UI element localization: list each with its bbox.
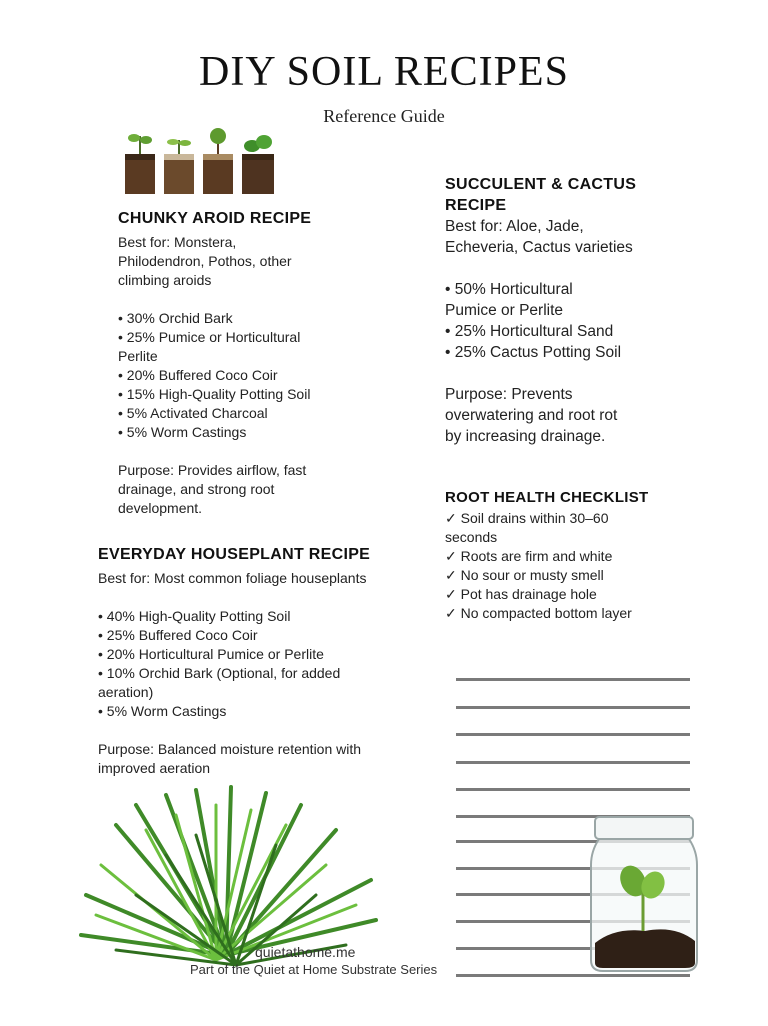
ingredient-line: • 5% Worm Castings: [118, 424, 247, 440]
page-title: DIY SOIL RECIPES: [199, 49, 569, 95]
ingredient-line: • 40% High-Quality Potting Soil: [98, 608, 291, 624]
everyday-houseplant-heading: EVERYDAY HOUSEPLANT RECIPE: [98, 546, 371, 563]
best-for-line: climbing aroids: [118, 272, 212, 288]
footer-site: quietathome.me: [255, 944, 356, 960]
ingredient-line: • 15% High-Quality Potting Soil: [118, 386, 311, 402]
checklist-item: ✓ No compacted bottom layer: [445, 605, 632, 621]
best-for-line: Best for: Most common foliage houseplants: [98, 570, 367, 586]
ingredient-line: • 25% Horticultural Sand: [445, 323, 614, 340]
soil-cross-section-image: [122, 128, 280, 198]
ingredient-line: • 5% Worm Castings: [98, 703, 227, 719]
soil-sample-3: [203, 128, 233, 194]
checklist-item: ✓ No sour or musty smell: [445, 567, 604, 583]
ingredient-line: aeration): [98, 684, 154, 700]
checklist-item: seconds: [445, 529, 498, 545]
glass-jar-image: [585, 815, 703, 975]
ingredient-line: Pumice or Perlite: [445, 302, 564, 319]
purpose-line: improved aeration: [98, 760, 211, 776]
succulent-heading-line: SUCCULENT & CACTUS: [445, 176, 637, 193]
ingredient-line: • 5% Activated Charcoal: [118, 405, 268, 421]
checklist-item: ✓ Soil drains within 30–60: [445, 510, 609, 526]
note-line: [456, 761, 690, 764]
purpose-line: drainage, and strong root: [118, 481, 275, 497]
ingredient-line: • 20% Horticultural Pumice or Perlite: [98, 646, 324, 662]
soil-sample-2: [164, 139, 194, 194]
ingredient-line: • 25% Cactus Potting Soil: [445, 344, 622, 361]
ingredient-line: • 20% Buffered Coco Coir: [118, 367, 278, 383]
soil-sample-4: [242, 135, 274, 194]
purpose-line: overwatering and root rot: [445, 407, 618, 424]
succulent-heading-line: RECIPE: [445, 197, 507, 214]
best-for-line: Philodendron, Pothos, other: [118, 253, 292, 269]
ingredient-line: • 25% Pumice or Horticultural: [118, 329, 301, 345]
checklist-item: ✓ Roots are firm and white: [445, 548, 613, 564]
purpose-line: Purpose: Provides airflow, fast: [118, 462, 307, 478]
purpose-line: by increasing drainage.: [445, 428, 606, 445]
best-for-line: Echeveria, Cactus varieties: [445, 239, 633, 256]
checklist-item: ✓ Pot has drainage hole: [445, 586, 597, 602]
footer-series: Part of the Quiet at Home Substrate Series: [190, 962, 438, 977]
note-line: [456, 706, 690, 709]
page-subtitle: Reference Guide: [323, 106, 445, 126]
purpose-line: Purpose: Prevents: [445, 386, 573, 403]
ingredient-line: • 25% Buffered Coco Coir: [98, 627, 258, 643]
ingredient-line: • 10% Orchid Bark (Optional, for added: [98, 665, 341, 681]
soil-sample-1: [125, 134, 155, 194]
note-line: [456, 733, 690, 736]
ingredient-line: • 30% Orchid Bark: [118, 310, 233, 326]
checklist-heading: ROOT HEALTH CHECKLIST: [445, 489, 649, 506]
ingredient-line: • 50% Horticultural: [445, 281, 573, 298]
purpose-line: Purpose: Balanced moisture retention with: [98, 741, 362, 757]
best-for-line: Best for: Aloe, Jade,: [445, 218, 584, 235]
note-line: [456, 788, 690, 791]
ingredient-line: Perlite: [118, 348, 158, 364]
note-line: [456, 678, 690, 681]
purpose-line: development.: [118, 500, 203, 516]
chunky-aroid-heading: CHUNKY AROID RECIPE: [118, 210, 312, 227]
best-for-line: Best for: Monstera,: [118, 234, 237, 250]
